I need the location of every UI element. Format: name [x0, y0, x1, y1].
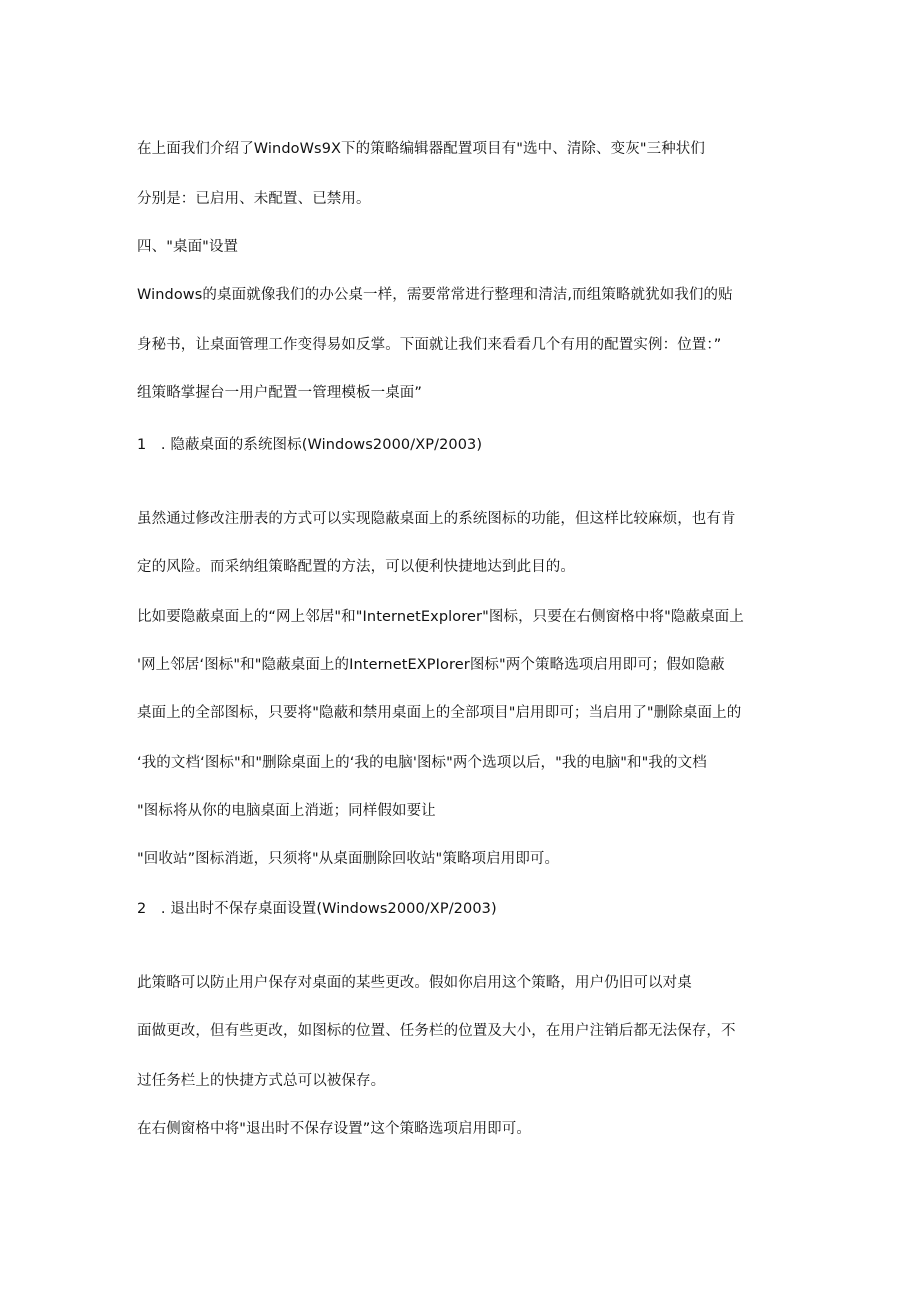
subsection-heading: 1 . 隐蔽桌面的系统图标(Windows2000/XP/2003) [137, 436, 483, 453]
paragraph-line: "图标将从你的电脑桌面上消逝；同样假如要让 [137, 802, 436, 819]
paragraph-line: 在右侧窗格中将"退出时不保存设置”这个策略选项启用即可。 [137, 1120, 531, 1137]
section-heading: 四、"桌面"设置 [137, 238, 239, 255]
paragraph-line: 此策略可以防止用户保存对桌面的某些更改。假如你启用这个策略，用户仍旧可以对桌 [137, 974, 692, 991]
paragraph-line: 组策略掌握台一用户配置一管理模板一桌面” [137, 384, 423, 401]
paragraph-line: 身秘书，让桌面管理工作变得易如反掌。下面就让我们来看看几个有用的配置实例：位置：” [137, 336, 722, 353]
paragraph-line: 虽然通过修改注册表的方式可以实现隐蔽桌面上的系统图标的功能，但这样比较麻烦，也有肯 [137, 510, 736, 527]
paragraph-line: Windows的桌面就像我们的办公桌一样，需要常常进行整理和清洁,而组策略就犹如我们的贴 [137, 286, 733, 303]
paragraph-line: 桌面上的全部图标，只要将"隐蔽和禁用桌面上的全部项目"启用即可；当启用了"删除桌面上的 [137, 704, 742, 721]
paragraph-line: 面做更改，但有些更改，如图标的位置、任务栏的位置及大小，在用户注销后都无法保存，不 [137, 1022, 736, 1039]
paragraph-line: 分别是：已启用、未配置、已禁用。 [137, 190, 371, 207]
paragraph-line: 比如要隐蔽桌面上的“网上邻居"和"InternetExplorer"图标，只要在右侧窗格中将"隐蔽桌面上 [137, 608, 744, 625]
paragraph-line: "回收站”图标消逝，只须将"从桌面删除回收站"策略项启用即可。 [137, 850, 560, 867]
paragraph-line: '网上邻居‘图标"和"隐蔽桌面上的InternetEXPIorer图标"两个策略选项启用即可；假如隐蔽 [137, 656, 725, 673]
paragraph-line: ‘我的文档‘图标"和"删除桌面上的‘我的电脑'图标"两个选项以后，"我的电脑"和"我的文档 [137, 754, 707, 771]
paragraph-line: 定的风险。而采纳组策略配置的方法，可以便利快捷地达到此目的。 [137, 558, 575, 575]
paragraph-line: 在上面我们介绍了WindoWs9X下的策略编辑器配置项目有"选中、清除、变灰"三种状们 [137, 140, 705, 157]
subsection-heading: 2 . 退出时不保存桌面设置(Windows2000/XP/2003) [137, 900, 497, 917]
paragraph-line: 过任务栏上的快捷方式总可以被保存。 [137, 1072, 386, 1089]
